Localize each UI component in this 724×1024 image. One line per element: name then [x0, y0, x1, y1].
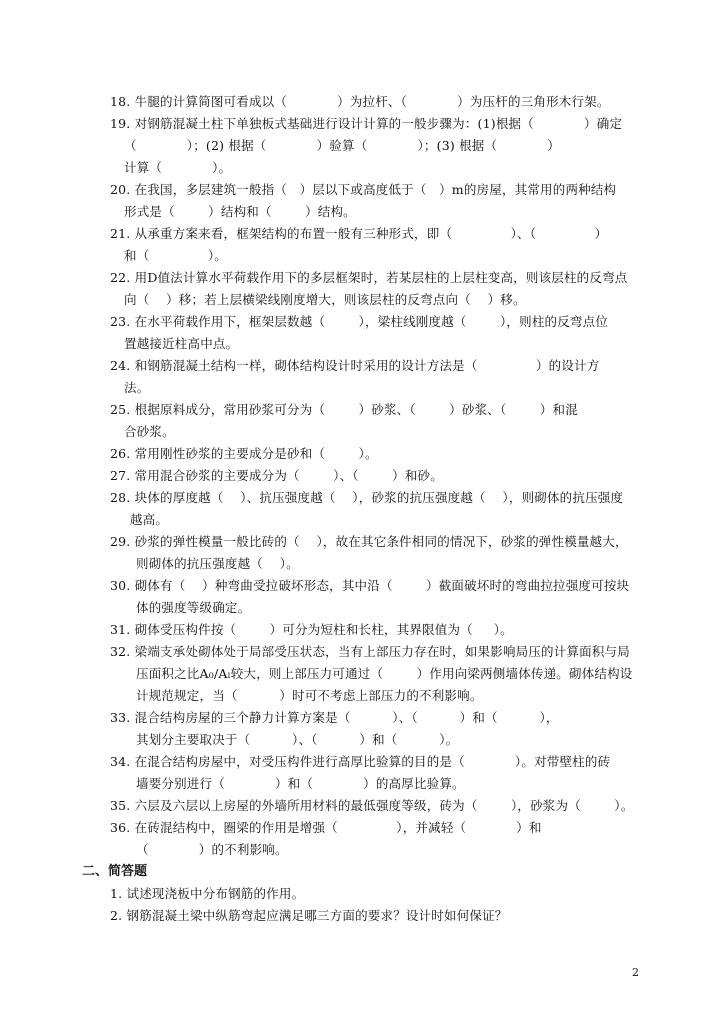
question-line: 18. 牛腿的计算简图可看成以（ ）为拉杆、（ ）为压杆的三角形木行架。: [110, 94, 610, 109]
question-line: 19. 对钢筋混凝土柱下单独板式基础进行设计计算的一般步骤为：(1)根据（ ）确定: [110, 116, 623, 131]
question-line: 21. 从承重方案来看，框架结构的布置一般有三种形式，即（ ）、（ ）: [110, 226, 608, 241]
question-line: 27. 常用混合砂浆的主要成分为（ ）、（ ）和砂。: [110, 468, 443, 483]
question-line: 32. 梁端支承处砌体处于局部受压状态，当有上部压力存在时，如果影响局压的计算面积与局: [110, 644, 630, 659]
question-line: 法。: [124, 380, 150, 395]
question-line: 22. 用D值法计算水平荷载作用下的多层框架时，若某层柱的上层柱变高，则该层柱的反弯点: [110, 270, 628, 285]
question-line: 26. 常用刚性砂浆的主要成分是砂和（ ）。: [110, 446, 378, 461]
question-line: （ ）；(2) 根据（ ）验算（ ）；(3) 根据（ ）: [124, 138, 560, 153]
question-line: 33. 混合结构房屋的三个静力计算方案是（ ）、（ ）和（ ），: [110, 710, 559, 725]
question-line: 置越接近柱高中点。: [124, 336, 239, 351]
question-line: 合砂浆。: [124, 424, 175, 439]
question-line: 计算（ ）。: [124, 160, 232, 175]
question-line: 形式是（ ）结构和（ ）结构。: [124, 204, 356, 219]
question-line: 25. 根据原料成分，常用砂浆可分为（ ）砂浆、（ ）砂浆、（ ）和混: [110, 402, 578, 417]
question-line: 其划分主要取决于（ ）、（ ）和（ ）。: [136, 732, 459, 747]
page-number: 2: [632, 966, 639, 979]
question-line: 24. 和钢筋混凝土结构一样，砌体结构设计时采用的设计方法是（ ）的设计方: [110, 358, 600, 373]
short-answer-question: 1. 试述现浇板中分布钢筋的作用。: [110, 886, 305, 901]
question-line: 20. 在我国，多层建筑一般指（ ）层以下或高度低于（ ）m的房屋，其常用的两种结构: [110, 182, 617, 197]
question-line: 墙要分别进行（ ）和（ ）的高厚比验算。: [136, 776, 465, 791]
question-line: 向（ ）移；若上层横梁线刚度增大，则该层柱的反弯点向（ ）移。: [124, 292, 526, 307]
question-line: 28. 块体的厚度越（ ）、抗压强度越（ ），砂浆的抗压强度越（ ），则砌体的抗压强度: [110, 490, 624, 505]
question-line: 34. 在混合结构房屋中，对受压构件进行高厚比验算的目的是（ ）。对带壁柱的砖: [110, 754, 611, 769]
question-line: 计规范规定，当（ ）时可不考虑上部压力的不利影响。: [136, 688, 483, 703]
question-line: 和（ ）。: [124, 248, 227, 263]
question-line: 31. 砌体受压构件按（ ）可分为短柱和长柱，其界限值为（ ）。: [110, 622, 513, 637]
question-line: 30. 砌体有（ ）种弯曲受拉破坏形态，其中沿（ ）截面破坏时的弯曲拉拉强度可按块: [110, 578, 630, 593]
question-line: 体的强度等级确定。: [136, 600, 251, 615]
question-line: （ ）的不利影响。: [136, 842, 288, 857]
question-line: 35. 六层及六层以上房屋的外墙所用材料的最低强度等级，砖为（ ），砂浆为（ ）。: [110, 798, 634, 813]
section-title: 二、简答题: [82, 864, 148, 879]
short-answer-question: 2. 钢筋混凝土梁中纵筋弯起应满足哪三方面的要求？设计时如何保证？: [110, 908, 508, 923]
question-line: 36. 在砖混结构中，圈梁的作用是增强（ ），并减轻（ ）和: [110, 820, 542, 835]
question-line: 越高。: [130, 512, 169, 527]
question-line: 则砌体的抗压强度越（ ）。: [136, 556, 299, 571]
question-line: 压面积之比A₀/Aₗ较大，则上部压力可通过（ ）作用向梁两侧墙体传递。砌体结构设: [136, 666, 633, 681]
question-line: 29. 砂浆的弹性模量一般比砖的（ ），故在其它条件相同的情况下，砂浆的弹性模量越大，: [110, 534, 628, 549]
question-line: 23. 在水平荷载作用下，框架层数越（ ），梁柱线刚度越（ ），则柱的反弯点位: [110, 314, 609, 329]
